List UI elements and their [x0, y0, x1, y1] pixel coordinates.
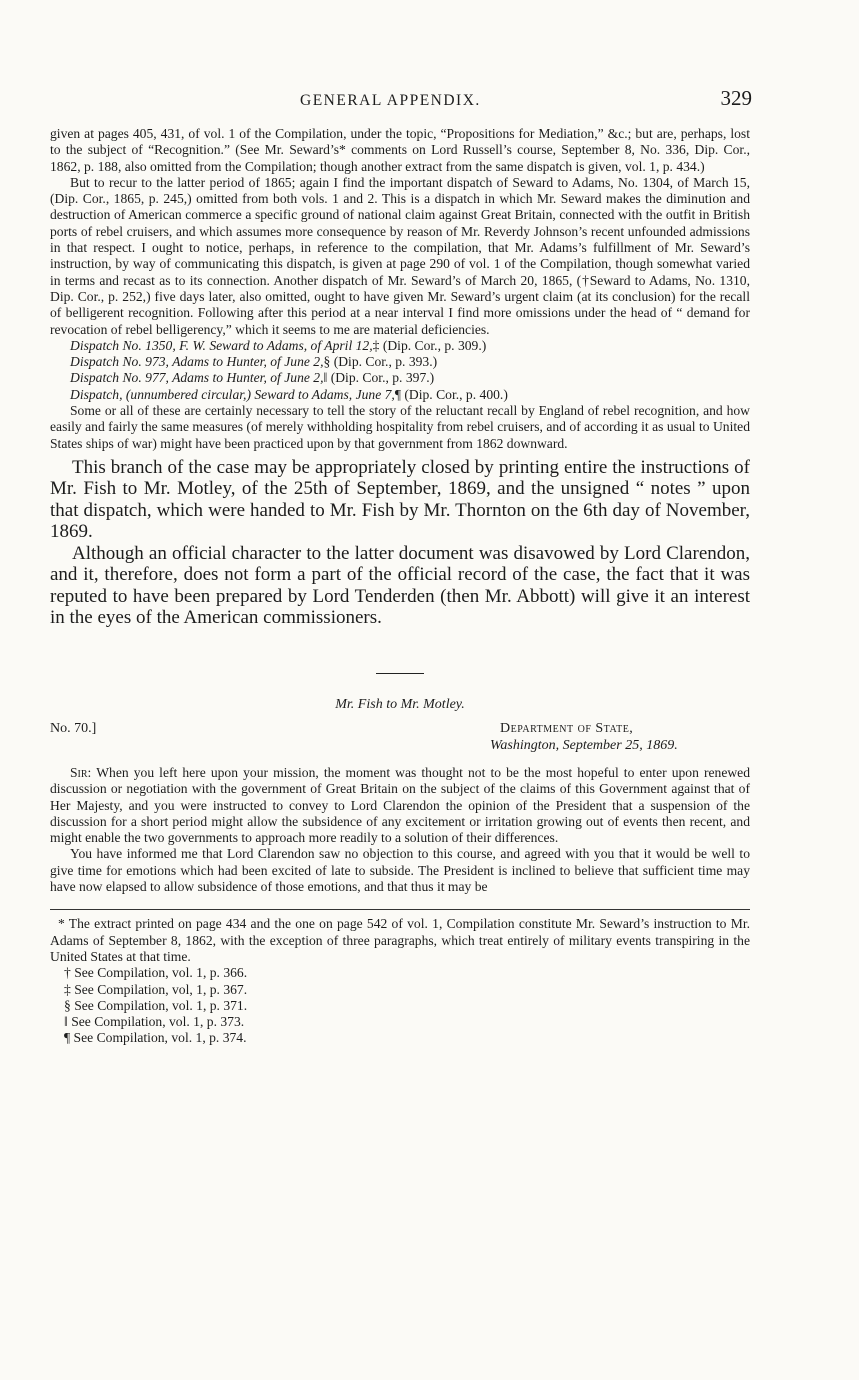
sender-place-date: Washington, September 25, 1869. — [490, 737, 678, 753]
letter-paragraph-1 — [50, 765, 750, 846]
list-item — [50, 370, 750, 386]
footnote-item: § See Compilation, vol. 1, p. 371. — [64, 997, 248, 1013]
page-number: 329 — [720, 86, 752, 110]
dispatch-ref: ¶ (Dip. Cor., p. 400.) — [394, 386, 508, 402]
large-paragraph-1: This branch of the case may be appropriately closed by printing entire the instructions of Mr. Fish to Mr. Motley, of the 25th of September, 1869, and the unsigned “ notes ” upon that dispatch, which were handed to Mr. Fish by Mr. Thornton on the 6th day of November, 1869. — [50, 456, 750, 543]
dispatch-number: No. 70.] — [50, 720, 97, 736]
footnote-star: * The extract printed on page 434 and the one on page 542 of vol. 1, Compilation constitute Mr. Seward’s instruction to Mr. Adams of September 8, 1862, with the exception of three paragraphs, which treat entirely of military events transpiring in the United States at that time. — [50, 916, 750, 964]
large-text — [50, 457, 750, 629]
dispatch-list — [50, 338, 750, 403]
footnote-item: ‡ See Compilation, vol, 1, p. 367. — [64, 981, 248, 997]
section-divider — [376, 673, 424, 674]
footnote-rule — [50, 909, 750, 910]
dispatch-ref: ‖ (Dip. Cor., p. 397.) — [323, 370, 435, 386]
dispatch-label: Dispatch No. 977, Adams to Hunter, of June 2, — [70, 370, 324, 386]
letter-paragraph-2: You have informed me that Lord Clarendon saw no objection to this course, and agreed with you that it would be well to give time for emotions which had been excited of late to subside. The President is inclined to believe that sufficient time may have now elapsed to allow subsidence of those emotions, and that thus it may be — [50, 846, 750, 895]
salutation: Sir: — [70, 764, 92, 780]
letter-heading — [50, 721, 750, 761]
list-item — [50, 387, 750, 403]
after-list-paragraph: Some or all of these are certainly necessary to tell the story of the reluctant recall by England of rebel recognition, and how easily and fairly the same measures (of merely withholding hospitality from rebel cruisers, and of according it as usual to United States ships of war) might have been practiced upon by that government from 1862 downward. — [50, 403, 750, 451]
running-title: GENERAL APPENDIX. — [300, 92, 481, 109]
large-paragraph-2: Although an official character to the latter document was disavowed by Lord Clarendon, and it, therefore, does not form a part of the official record of the case, the fact that it was reputed to have been prepared by Lord Tenderden (then Mr. Abbott) will give it an interest in the eyes of the American commissioners. — [50, 542, 750, 629]
dispatch-label: Dispatch, (unnumbered circular,) Seward to Adams, June 7, — [70, 386, 395, 402]
footnote-item: ‖ See Compilation, vol. 1, p. 373. — [64, 1014, 245, 1030]
dispatch-ref: § (Dip. Cor., p. 393.) — [323, 354, 438, 370]
intro-paragraph-2: But to recur to the latter period of 1865; again I find the important dispatch of Seward to Adams, No. 1304, of March 15, (Dip. Cor., 1865, p. 245,) omitted from both vols. 1 and 2. This is a dispatch in which Mr. Seward makes the diminution and destruction of American commerce a specific ground of national claim against Great Britain, connected with the outfit in British ports of rebel cruisers, and which assumes more consequence by reason of Mr. Reverdy Johnson’s recent unfounded admissions in that respect. I ought to notice, perhaps, in reference to the compilation, that Mr. Adams’s fulfillment of Mr. Seward’s instruction, by way of communicating this dispatch, is given at page 290 of vol. 1 of the Compilation, though somewhat varied in terms and recast as to its connection. Another dispatch of Mr. Seward’s of March 20, 1865, (†Seward to Adams, No. 1310, Dip. Cor., p. 252,) five days later, also omitted, ought to have given Mr. Seward’s urgent claim (at its conclusion) for the recall of belligerent recognition. Following after this period at a near interval I find more omissions under the head of “ demand for revocation of rebel belligerency,” which it seems to me are material deficiencies. — [50, 174, 750, 337]
list-item — [50, 338, 750, 354]
footnote-list — [50, 965, 750, 1046]
intro-text — [50, 126, 750, 338]
dispatch-ref: ‡ (Dip. Cor., p. 309.) — [372, 337, 487, 353]
letter-title: Mr. Fish to Mr. Motley. — [335, 696, 465, 712]
dispatch-label: Dispatch No. 1350, F. W. Seward to Adams, of April 12, — [70, 337, 373, 353]
document-page — [50, 86, 750, 1047]
list-item — [50, 354, 750, 370]
page-header — [50, 86, 750, 126]
footnote-item: ¶ See Compilation, vol. 1, p. 374. — [64, 1030, 247, 1046]
dispatch-label: Dispatch No. 973, Adams to Hunter, of June 2, — [70, 354, 324, 370]
intro-paragraph-1: given at pages 405, 431, of vol. 1 of the Compilation, under the topic, “Propositions for Mediation,” &c.; but are, perhaps, lost to the subject of “Recognition.” (See Mr. Seward’s* comments on Lord Russell’s course, September 8, No. 336, Dip. Cor., 1862, p. 188, also omitted from the Compilation; though another extract from the same dispatch is given, vol. 1, p. 434.) — [50, 126, 750, 174]
after-list-text — [50, 403, 750, 452]
letter-body — [50, 765, 750, 895]
letter-paragraph-1-text: When you left here upon your mission, the moment was thought not to be the most hopeful to enter upon renewed discussion or negotiation with the government of Great Britain on the subject of the claims of this Government against that of Her Majesty, and you were instructed to convey to Lord Clarendon the opinion of the President that a suspension of the discussion for a short period might allow the subsidence of any excitement or irritation growing out of events then recent, and might enable the two governments to approach more readily to a solution of their differences. — [50, 764, 751, 846]
footnotes — [50, 916, 750, 1046]
footnote-item: † See Compilation, vol. 1, p. 366. — [64, 965, 248, 981]
sender-department: Department of State, — [500, 720, 634, 736]
